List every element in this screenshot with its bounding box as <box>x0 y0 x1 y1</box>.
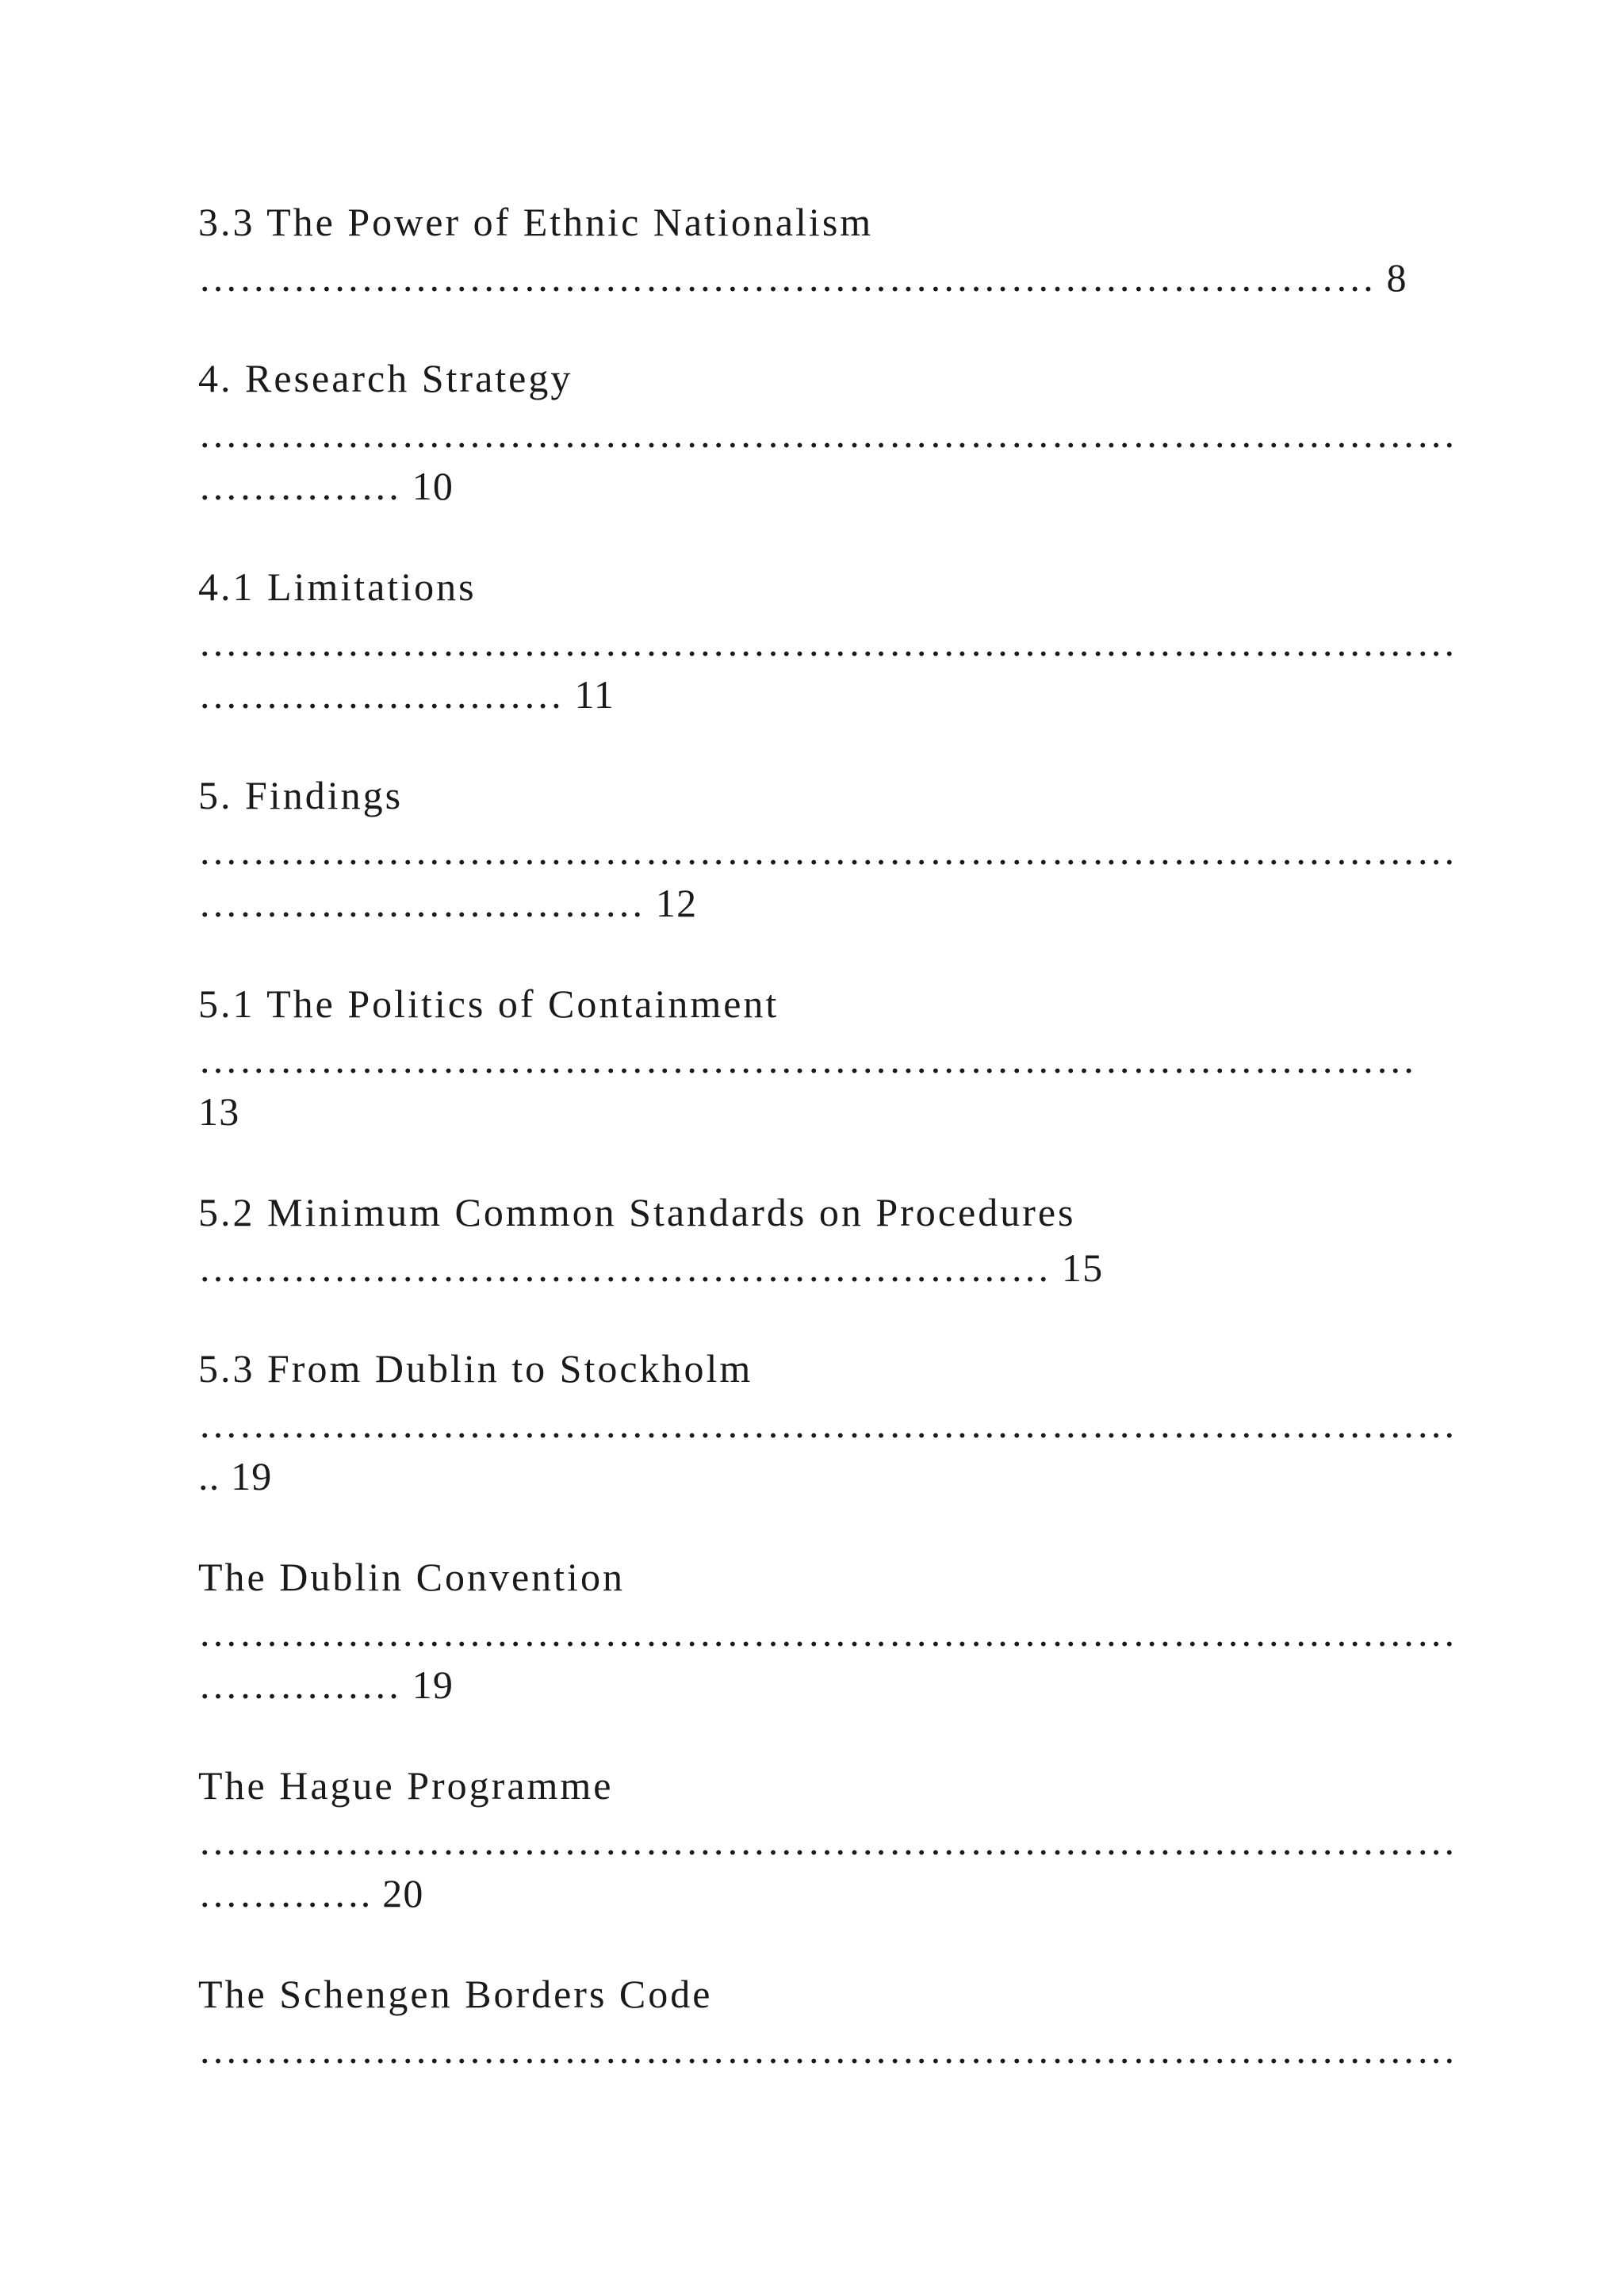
toc-entry-leader: …………. 20 <box>198 1871 424 1915</box>
toc-entry-title: 5. Findings <box>198 773 404 817</box>
toc-entry-leader: ……………………………………………………… 15 <box>198 1246 1104 1290</box>
toc-entry-title: The Schengen Borders Code <box>198 1972 713 2016</box>
toc-entry-leader: ………………………………………………………………………………… <box>198 1402 1457 1446</box>
toc-entry-leader: .. 19 <box>198 1454 273 1498</box>
toc-entry-title: 4. Research Strategy <box>198 356 573 400</box>
toc-entry-title: 5.2 Minimum Common Standards on Procedures <box>198 1190 1076 1234</box>
toc-entry-leader: …………… 19 <box>198 1663 454 1707</box>
toc-entry-title: The Hague Programme <box>198 1763 614 1808</box>
toc-entry-leader: …………… 10 <box>198 464 454 508</box>
toc-entry-leader: ………………………………………………………………………………… <box>198 411 1457 456</box>
toc-entry-leader: ……………………… 11 <box>198 672 615 717</box>
toc-entry-title: 4.1 Limitations <box>198 564 477 609</box>
toc-entry-leader: ………………………………………………………………………………… <box>198 1610 1457 1655</box>
toc-entry-leader: ……………………………………………………………………………… <box>198 1037 1416 1081</box>
toc-entry-title: 5.1 The Politics of Containment <box>198 982 779 1026</box>
toc-entry-leader: ………………………………………………………………………………… <box>198 1819 1457 1863</box>
toc-entry-leader: 13 <box>198 1089 240 1134</box>
toc-entry-leader: ………………………………………………………………………………… <box>198 2027 1457 2072</box>
toc-entry-title: 3.3 The Power of Ethnic Nationalism <box>198 200 874 244</box>
toc-entry-leader: ………………………………………………………………………………… <box>198 620 1457 664</box>
toc-entry-title: 5.3 From Dublin to Stockholm <box>198 1346 753 1391</box>
toc-entry-leader: ………………………………………………………………………………… <box>198 828 1457 873</box>
toc-entry-title: The Dublin Convention <box>198 1555 625 1599</box>
toc-entry-leader: …………………………… 12 <box>198 881 698 925</box>
toc-entry-leader: …………………………………………………………………………… 8 <box>198 255 1408 300</box>
